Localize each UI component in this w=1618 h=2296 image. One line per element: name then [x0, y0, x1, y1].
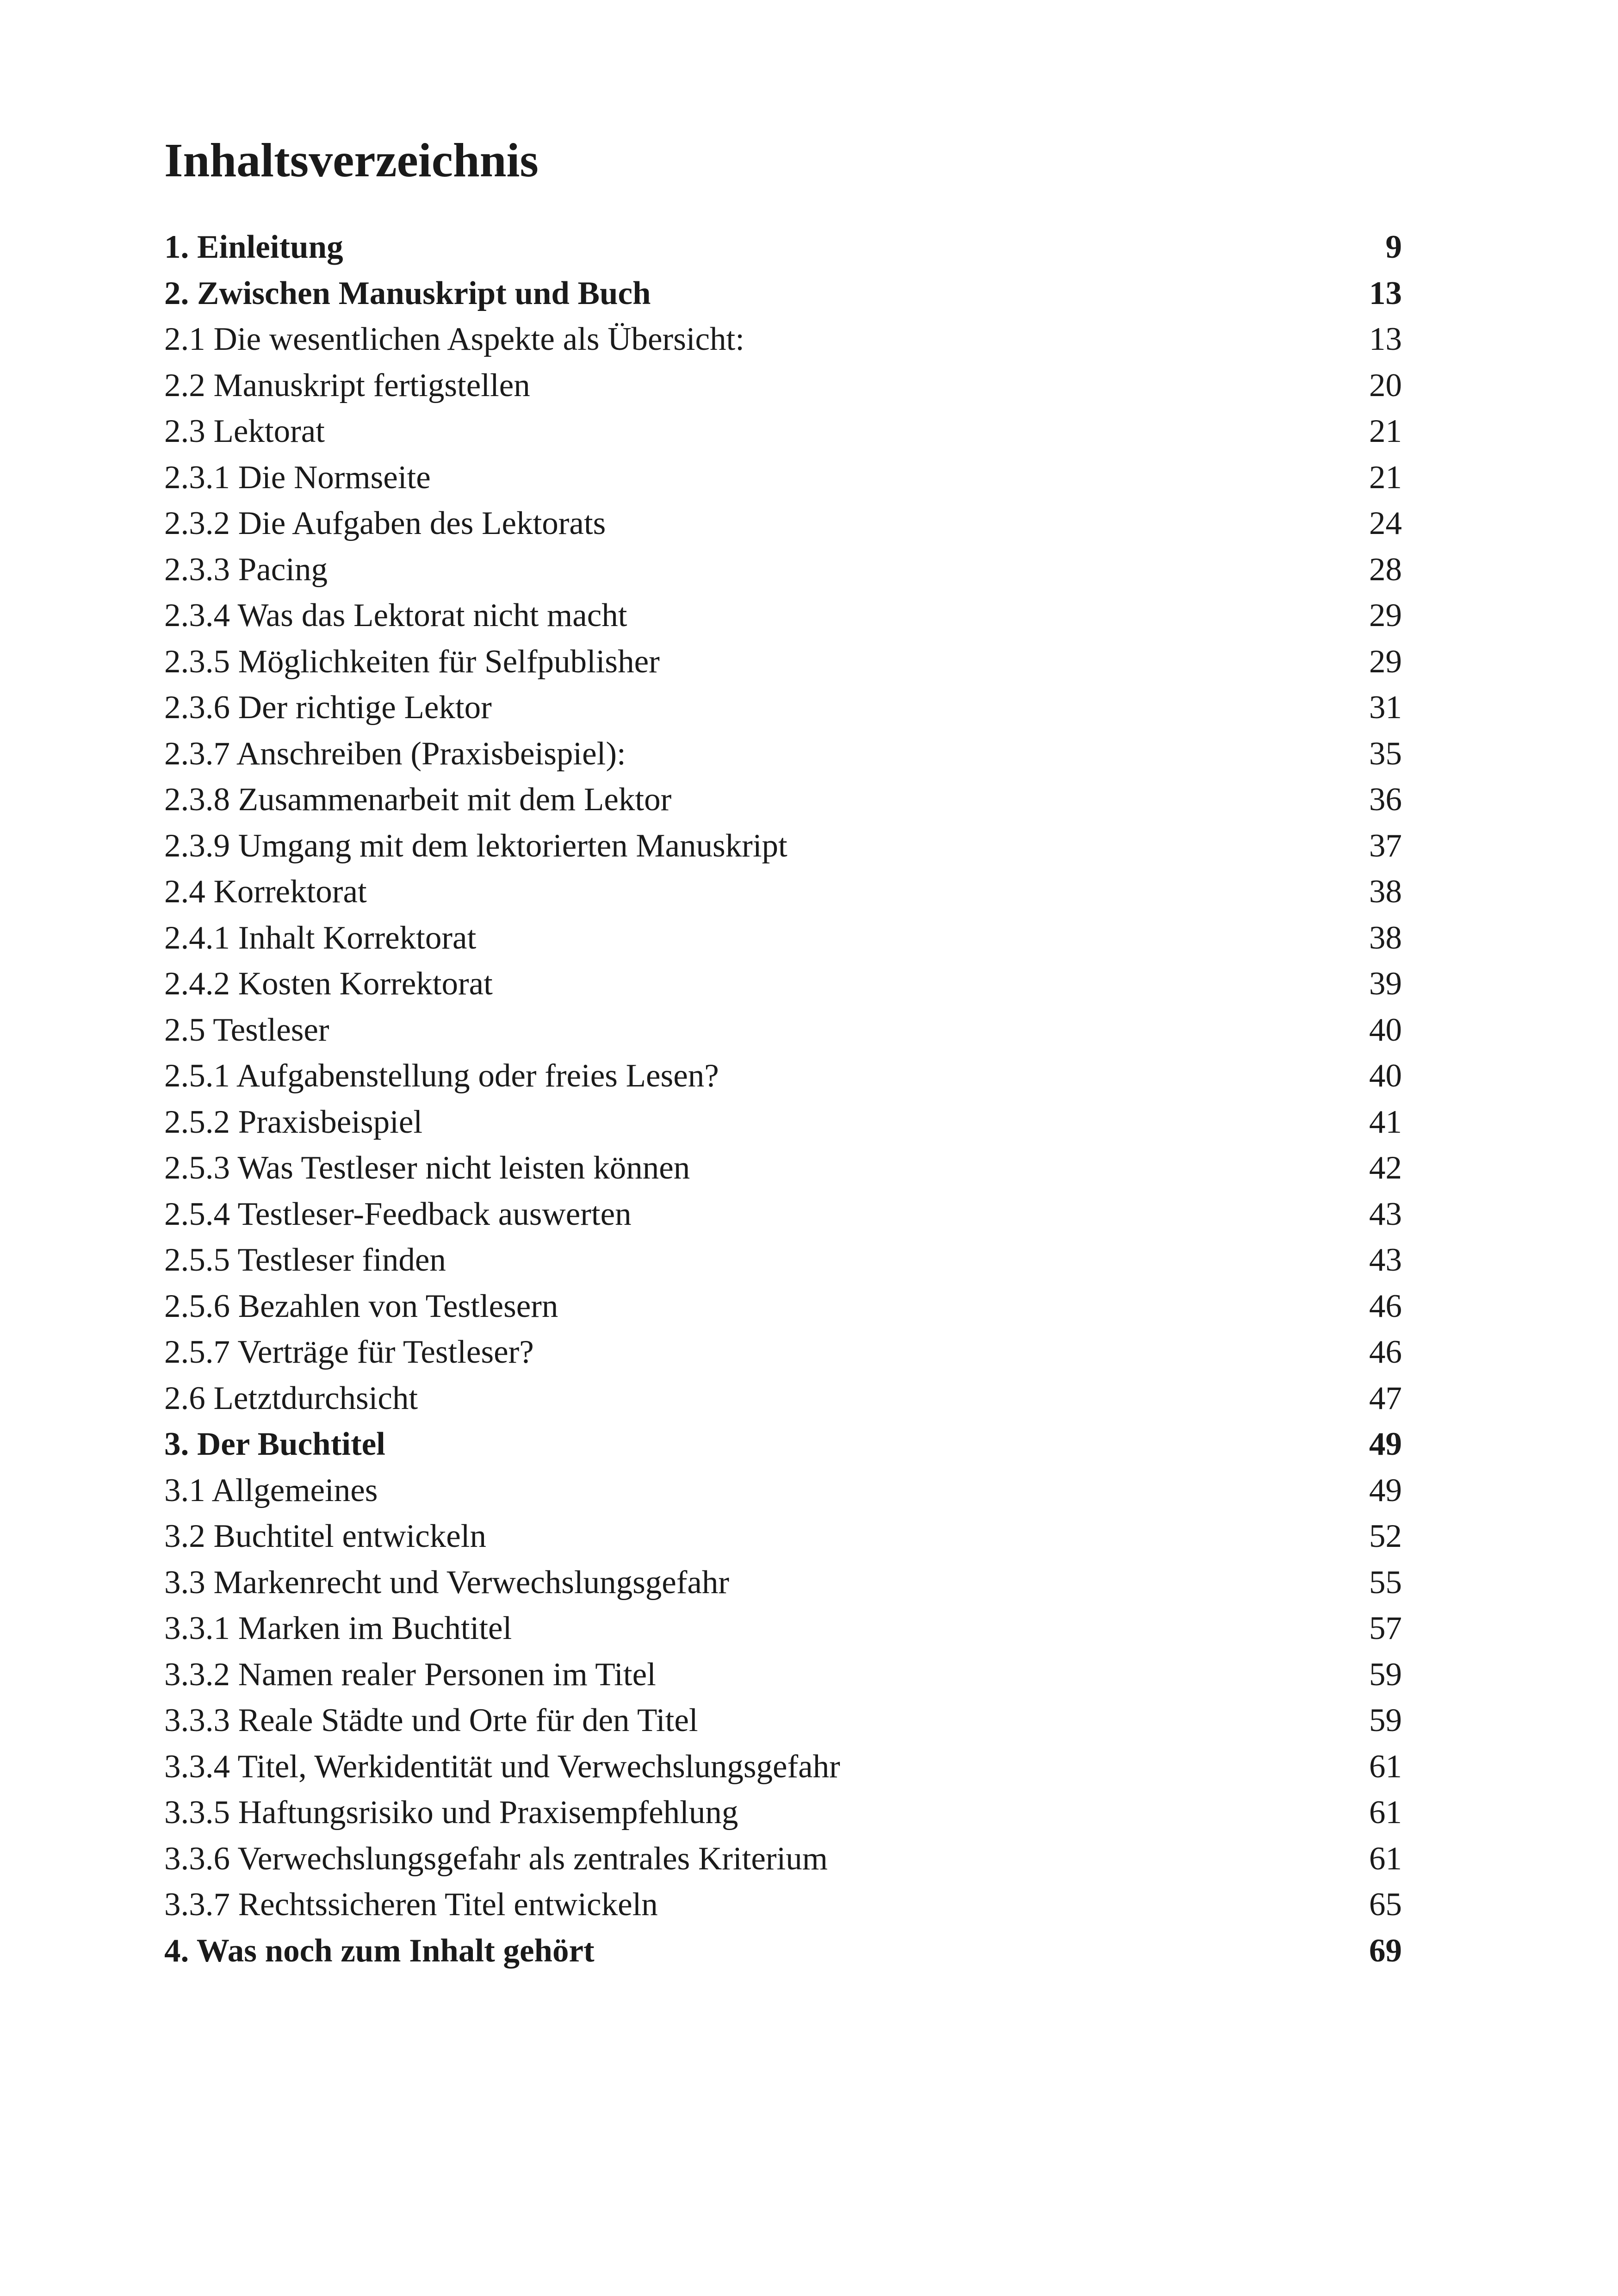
- toc-entry-page-number: 21: [1369, 459, 1402, 496]
- toc-entry-title: 2.3.2 Die Aufgaben des Lektorats: [164, 505, 606, 541]
- toc-section-entry: [164, 1284, 1402, 1330]
- toc-entry-title: 2.5.1 Aufgabenstellung oder freies Lesen?: [164, 1058, 719, 1094]
- toc-entry-title: 3. Der Buchtitel: [164, 1426, 385, 1462]
- toc-entry-page-number: 49: [1369, 1472, 1402, 1508]
- toc-entry-title: 2.5 Testleser: [164, 1011, 329, 1048]
- toc-entry-title: 3.3.6 Verwechslungsgefahr als zentrales Kriterium: [164, 1840, 828, 1877]
- toc-entry-page-number: 31: [1369, 689, 1402, 726]
- toc-entry-title: 2.3.1 Die Normseite: [164, 459, 431, 496]
- toc-entry-page-number: 61: [1369, 1840, 1402, 1877]
- toc-entry-page-number: 35: [1369, 735, 1402, 772]
- toc-entry-page-number: 40: [1369, 1011, 1402, 1048]
- toc-entry-page-number: 46: [1369, 1334, 1402, 1370]
- toc-entry-page-number: 59: [1369, 1656, 1402, 1693]
- toc-section-entry: [164, 501, 1402, 547]
- toc-entry-title: 3.3.5 Haftungsrisiko und Praxisempfehlung: [164, 1794, 738, 1831]
- toc-section-entry: [164, 363, 1402, 409]
- toc-entry-title: 2.5.2 Praxisbeispiel: [164, 1104, 423, 1140]
- toc-entry-title: 2.5.7 Verträge für Testleser?: [164, 1334, 534, 1370]
- toc-section-entry: [164, 455, 1402, 501]
- toc-entry-page-number: 65: [1369, 1886, 1402, 1923]
- toc-section-entry: [164, 1652, 1402, 1698]
- toc-section-entry: [164, 685, 1402, 731]
- toc-entry-title: 3.3.2 Namen realer Personen im Titel: [164, 1656, 656, 1693]
- toc-entry-page-number: 38: [1369, 919, 1402, 956]
- toc-entry-page-number: 43: [1369, 1196, 1402, 1232]
- toc-entry-page-number: 29: [1369, 597, 1402, 633]
- toc-section-entry: [164, 547, 1402, 593]
- toc-entry-page-number: 46: [1369, 1288, 1402, 1324]
- toc-section-entry: [164, 823, 1402, 869]
- toc-section-entry: [164, 1744, 1402, 1790]
- toc-entry-page-number: 61: [1369, 1748, 1402, 1785]
- toc-entry-title: 2.3.7 Anschreiben (Praxisbeispiel):: [164, 735, 626, 772]
- toc-section-entry: [164, 1514, 1402, 1560]
- toc-chapter-entry: [164, 271, 1402, 317]
- toc-section-entry: [164, 915, 1402, 962]
- toc-entry-page-number: 20: [1369, 367, 1402, 403]
- toc-section-entry: [164, 1329, 1402, 1376]
- toc-entry-title: 2.4.1 Inhalt Korrektorat: [164, 919, 477, 956]
- toc-entry-page-number: 29: [1369, 643, 1402, 680]
- toc-entry-page-number: 42: [1369, 1150, 1402, 1186]
- toc-entry-page-number: 43: [1369, 1242, 1402, 1278]
- toc-entry-page-number: 57: [1369, 1610, 1402, 1646]
- toc-entry-page-number: 41: [1369, 1104, 1402, 1140]
- toc-section-entry: [164, 1191, 1402, 1238]
- toc-entry-title: 2.3.6 Der richtige Lektor: [164, 689, 492, 726]
- toc-section-entry: [164, 961, 1402, 1007]
- toc-entry-title: 4. Was noch zum Inhalt gehört: [164, 1932, 595, 1969]
- toc-chapter-entry: [164, 224, 1402, 271]
- toc-entry-page-number: 49: [1369, 1426, 1402, 1462]
- toc-entry-title: 2.3 Lektorat: [164, 413, 325, 449]
- toc-entry-title: 2.3.3 Pacing: [164, 551, 328, 588]
- toc-section-entry: [164, 1468, 1402, 1514]
- toc-section-entry: [164, 1882, 1402, 1928]
- toc-entry-page-number: 59: [1369, 1702, 1402, 1738]
- toc-entry-page-number: 9: [1385, 229, 1402, 265]
- toc-section-entry: [164, 1606, 1402, 1652]
- toc-entry-page-number: 47: [1369, 1380, 1402, 1416]
- toc-entry-title: 2. Zwischen Manuskript und Buch: [164, 275, 651, 311]
- toc-entry-title: 2.3.4 Was das Lektorat nicht macht: [164, 597, 627, 633]
- toc-entry-title: 3.3 Markenrecht und Verwechslungsgefahr: [164, 1564, 730, 1601]
- toc-section-entry: [164, 1145, 1402, 1191]
- toc-entry-title: 2.6 Letztdurchsicht: [164, 1380, 418, 1416]
- toc-chapter-entry: [164, 1928, 1402, 1974]
- toc-entry-page-number: 39: [1369, 966, 1402, 1002]
- toc-entry-title: 3.3.4 Titel, Werkidentität und Verwechslungsgefahr: [164, 1748, 840, 1785]
- toc-entry-title: 2.3.9 Umgang mit dem lektorierten Manuskript: [164, 827, 787, 864]
- toc-section-entry: [164, 1099, 1402, 1146]
- toc-entry-title: 2.5.3 Was Testleser nicht leisten können: [164, 1150, 690, 1186]
- toc-section-entry: [164, 1698, 1402, 1744]
- toc-entry-page-number: 28: [1369, 551, 1402, 588]
- toc-section-entry: [164, 409, 1402, 455]
- toc-section-entry: [164, 1053, 1402, 1099]
- toc-entry-title: 2.3.5 Möglichkeiten für Selfpublisher: [164, 643, 660, 680]
- toc-entry-page-number: 40: [1369, 1058, 1402, 1094]
- toc-entry-title: 2.5.4 Testleser-Feedback auswerten: [164, 1196, 632, 1232]
- toc-entry-title: 3.2 Buchtitel entwickeln: [164, 1518, 487, 1554]
- toc-section-entry: [164, 1560, 1402, 1606]
- toc-entry-title: 3.3.1 Marken im Buchtitel: [164, 1610, 512, 1646]
- toc-entry-title: 2.3.8 Zusammenarbeit mit dem Lektor: [164, 782, 672, 818]
- toc-entry-title: 2.4.2 Kosten Korrektorat: [164, 966, 493, 1002]
- toc-entry-title: 2.5.6 Bezahlen von Testlesern: [164, 1288, 558, 1324]
- toc-entry-title: 3.1 Allgemeines: [164, 1472, 378, 1508]
- toc-section-entry: [164, 1836, 1402, 1882]
- toc-entry-title: 1. Einleitung: [164, 229, 343, 265]
- toc-entry-page-number: 36: [1369, 782, 1402, 818]
- toc-entry-title: 2.1 Die wesentlichen Aspekte als Übersicht:: [164, 321, 745, 357]
- toc-entry-title: 3.3.7 Rechtssicheren Titel entwickeln: [164, 1886, 658, 1923]
- toc-section-entry: [164, 639, 1402, 685]
- toc-entry-title: 2.2 Manuskript fertigstellen: [164, 367, 530, 403]
- toc-section-entry: [164, 1007, 1402, 1054]
- toc-section-entry: [164, 1376, 1402, 1422]
- toc-entry-page-number: 52: [1369, 1518, 1402, 1554]
- toc-section-entry: [164, 777, 1402, 823]
- toc-entry-page-number: 61: [1369, 1794, 1402, 1831]
- toc-entry-page-number: 69: [1369, 1932, 1402, 1969]
- toc-entry-page-number: 13: [1369, 321, 1402, 357]
- toc-entry-page-number: 55: [1369, 1564, 1402, 1601]
- toc-entry-title: 2.4 Korrektorat: [164, 874, 367, 910]
- toc-section-entry: [164, 1237, 1402, 1284]
- toc-section-entry: [164, 731, 1402, 777]
- toc-entry-title: 2.5.5 Testleser finden: [164, 1242, 446, 1278]
- page-title: Inhaltsverzeichnis: [164, 134, 539, 187]
- toc-entry-page-number: 13: [1369, 275, 1402, 311]
- toc-entry-page-number: 38: [1369, 874, 1402, 910]
- table-of-contents: [164, 224, 1402, 1974]
- toc-entry-title: 3.3.3 Reale Städte und Orte für den Titel: [164, 1702, 698, 1738]
- toc-entry-page-number: 21: [1369, 413, 1402, 449]
- toc-section-entry: [164, 869, 1402, 915]
- toc-section-entry: [164, 1790, 1402, 1836]
- toc-entry-page-number: 37: [1369, 827, 1402, 864]
- toc-section-entry: [164, 316, 1402, 363]
- toc-entry-page-number: 24: [1369, 505, 1402, 541]
- toc-section-entry: [164, 593, 1402, 639]
- toc-chapter-entry: [164, 1421, 1402, 1468]
